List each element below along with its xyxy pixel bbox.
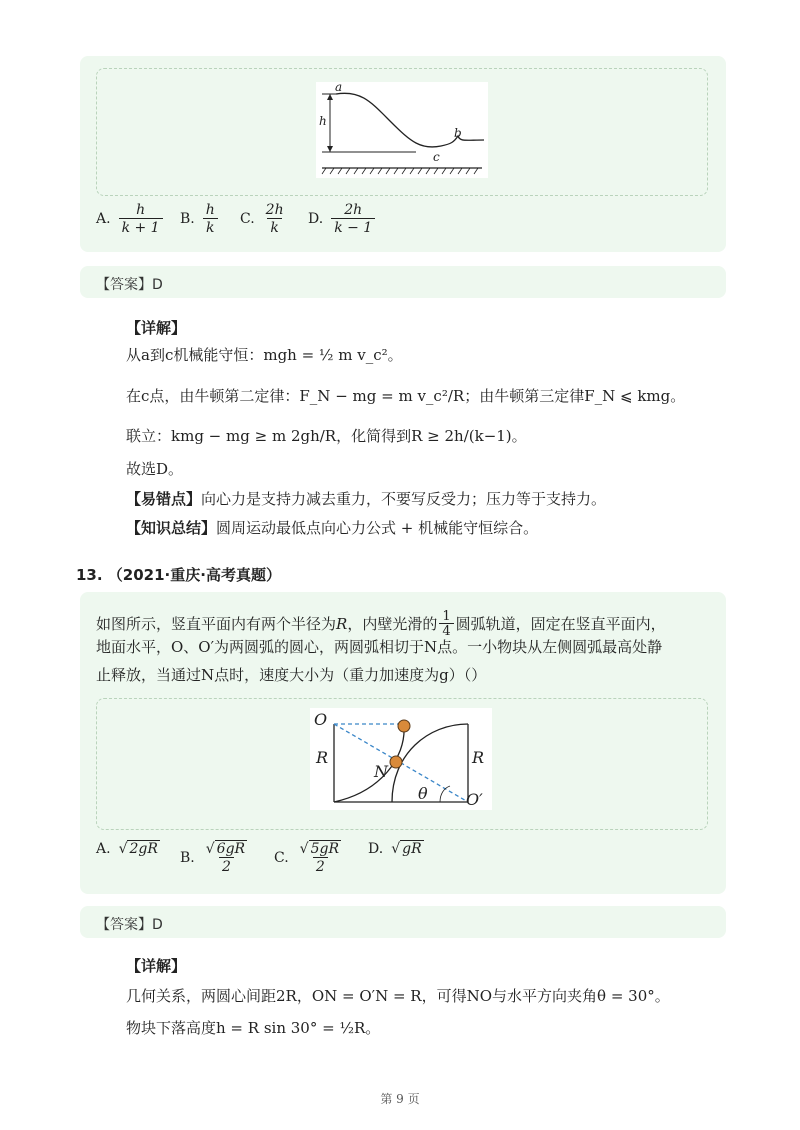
page-number: 第 9 页 [380,1092,420,1106]
option-label: A. [96,840,111,857]
fraction-denominator: 4 [439,623,453,638]
q12-answer-bar [80,266,726,298]
radicand: 5gR [310,841,340,857]
option-label: D. [368,840,384,857]
option-label: D. [308,211,324,227]
q12-detail-line-4: 故选D。 [126,460,184,478]
summary-text: 圆周运动最低点向心力公式 + 机械能守恒综合。 [216,519,539,537]
option-label: C. [274,849,289,866]
q12-option-b[interactable] [180,202,218,236]
denominator: 2 [219,857,234,875]
stem-part: 如图所示，竖直平面内有两个半径为 [96,614,337,633]
stem-var-r: R [336,614,348,633]
q13-option-a[interactable]: A. √ 2gR [96,840,158,857]
q13-option-b[interactable]: B. √ 6gR 2 [180,841,246,875]
q12-detail-line-2: 在c点，由牛顿第二定律：F_N − mg = m v_c²/R；由牛顿第三定律F_N ⩽ kmg。 [126,387,686,405]
question-13-figure [310,708,492,810]
numerator: 2h [265,202,284,218]
numerator: h [136,202,146,218]
q13-answer: 【答案】D [96,917,163,933]
q12-option-c[interactable] [240,202,287,236]
q13-stem-line-1 [96,610,666,638]
q12-detail-line-1: 从a到c机械能守恒：mgh = ½ m v_c²。 [126,346,403,364]
denominator: 2 [313,857,328,875]
q12-option-a[interactable] [96,202,163,236]
option-label: B. [180,849,195,866]
q13-answer-bar [80,906,726,938]
numerator: 2h [344,202,363,218]
stem-part: ，内壁光滑的 [347,614,438,633]
q13-detail-title: 【详解】 [126,957,187,975]
figure-label-o: O [314,710,328,729]
numerator: h [205,202,215,218]
radicand: 2gR [129,841,158,857]
q13-detail-line-1: 几何关系，两圆心间距2R，ON = O′N = R，可得NO与水平方向夹角θ = 30°。 [126,987,670,1005]
q13-header: 13. （2021·重庆·高考真题） [76,566,281,584]
q12-pitfall [126,487,606,511]
option-label: C. [240,211,255,227]
fraction-numerator: 1 [442,609,451,624]
q12-detail-title: 【详解】 [126,319,187,337]
pitfall-text: 向心力是支持力减去重力，不要写反受力；压力等于支持力。 [201,490,607,508]
question-12-figure [316,82,488,178]
summary-tag: 【知识总结】 [126,519,217,537]
pitfall-tag: 【易错点】 [126,490,202,508]
figure-label-h: h [319,114,327,128]
q13-stem-line-2: 地面水平，O、O′为两圆弧的圆心，两圆弧相切于N点。一小物块从左侧圆弧最高处静 [96,638,663,656]
q12-summary [126,516,538,540]
q13-stem-line-3: 止释放，当通过N点时，速度大小为（重力加速度为g）（） [96,666,487,684]
figure-label-n: N [374,762,388,781]
figure-label-theta: θ [418,784,428,803]
q12-answer: 【答案】D [96,277,163,293]
q13-detail-line-2: 物块下落高度h = R sin 30° = ½R。 [126,1019,381,1037]
figure-label-o-prime: O′ [466,790,483,809]
figure-label-b: b [454,126,462,140]
q13-option-c[interactable]: C. √ 5gR 2 [274,841,340,875]
figure-label-r-left: R [316,748,329,767]
denominator: k [203,218,217,236]
radicand: 6gR [216,841,246,857]
figure-label-a: a [335,80,343,94]
q12-option-d[interactable] [308,202,375,236]
stem-part: 圆弧轨道，固定在竖直平面内， [455,614,666,633]
option-label: B. [180,211,195,227]
denominator: k [267,218,281,236]
option-label: A. [96,211,111,227]
figure-label-c: c [433,150,440,164]
q13-option-d[interactable]: D. √ gR [368,840,422,857]
denominator: k − 1 [331,218,375,236]
radicand: gR [402,841,422,857]
q12-detail-line-3: 联立：kmg − mg ≥ m 2gh/R，化简得到R ≥ 2h/(k−1)。 [126,427,527,445]
figure-label-r-right: R [472,748,485,767]
denominator: k + 1 [119,218,163,236]
